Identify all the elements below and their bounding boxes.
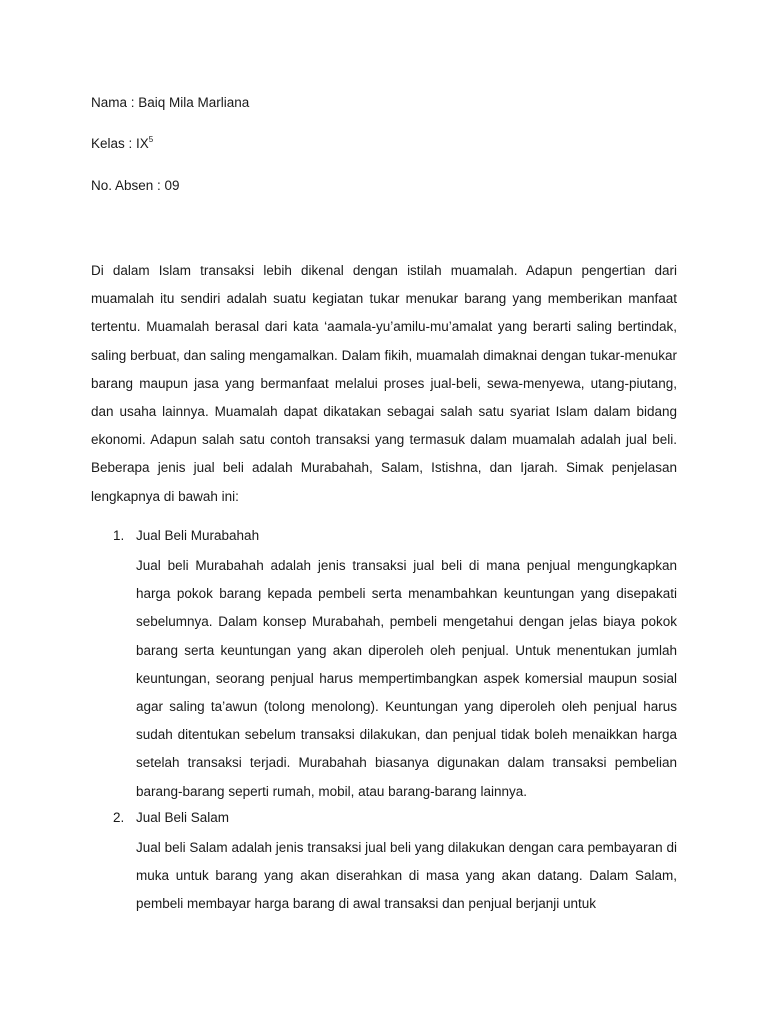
class-superscript: 5 — [148, 135, 154, 144]
list-item — [91, 524, 677, 806]
list-item-body: Jual beli Murabahah adalah jenis transaksi jual beli di mana penjual mengungkapkan harga pokok barang kepada pembeli serta menambahkan keuntungan yang disepakati sebelumnya. Dalam konsep Murabahah, pembeli mengetahui dengan jelas biaya pokok barang serta keuntungan yang akan diperoleh oleh penjual. Untuk menentukan jumlah keuntungan, seorang penjual harus mempertimbangkan aspek komersial maupun sosial agar saling ta’awun (tolong menolong). Keuntungan yang diperoleh oleh penjual harus sudah ditentukan sebelum transaksi dilakukan, dan penjual tidak boleh menaikkan harga setelah transaksi terjadi. Murabahah biasanya digunakan dalam transaksi pembelian barang-barang seperti rumah, mobil, atau barang-barang lainnya. — [136, 558, 677, 799]
student-attendance-number: No. Absen : 09 — [91, 178, 180, 193]
student-class — [91, 135, 153, 153]
list-item-heading: Jual Beli Salam — [136, 809, 230, 825]
student-name: Nama : Baiq Mila Marliana — [91, 95, 250, 110]
list-item-number: 1. — [113, 528, 125, 543]
list-item — [91, 806, 677, 919]
list-item-number: 2. — [113, 809, 125, 825]
list-item-body: Jual beli Salam adalah jenis transaksi jual beli yang dilakukan dengan cara pembayaran di muka untuk barang yang akan diserahkan di masa yang akan datang. Dalam Salam, pembeli membayar harga barang di awal transaksi dan penjual berjanji untuk — [136, 839, 677, 912]
list-item-heading: Jual Beli Murabahah — [136, 528, 260, 543]
jual-beli-list — [91, 524, 677, 918]
intro-paragraph: Di dalam Islam transaksi lebih dikenal dengan istilah muamalah. Adapun pengertian dari muamalah itu sendiri adalah suatu kegiatan tukar menukar barang yang memberikan manfaat tertentu. Muamalah berasal dari kata ‘aamala-yu’amilu-mu’amalat yang berarti saling bertindak, saling berbuat, dan saling mengamalkan. Dalam fikih, muamalah dimaknai dengan tukar-menukar barang maupun jasa yang bermanfaat melalui proses jual-beli, sewa-menyewa, utang-piutang, dan usaha lainnya. Muamalah dapat dikatakan sebagai salah satu syariat Islam dalam bidang ekonomi. Adapun salah satu contoh transaksi yang termasuk dalam muamalah adalah jual beli. Beberapa jenis jual beli adalah Murabahah, Salam, Istishna, dan Ijarah. Simak penjelasan lengkapnya di bawah ini: — [91, 263, 677, 504]
class-label: Kelas : IX — [91, 136, 149, 151]
